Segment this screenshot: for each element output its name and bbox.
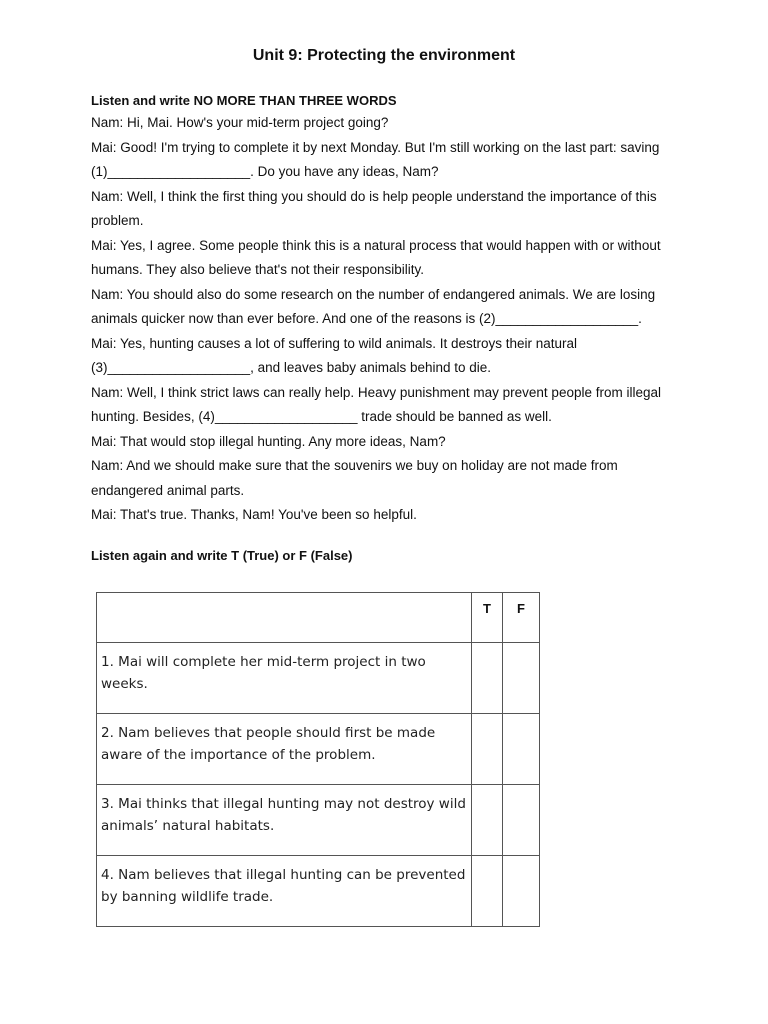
dialogue-line: Mai: That's true. Thanks, Nam! You've been so helpful.	[91, 507, 417, 522]
false-answer-cell[interactable]	[503, 785, 540, 856]
dialogue-line: Nam: Hi, Mai. How's your mid-term project going?	[91, 115, 389, 130]
statement-cell: 2. Nam believes that people should first be made aware of the importance of the problem.	[97, 714, 472, 785]
table-header-row	[97, 593, 540, 643]
table-header-true: T	[472, 593, 503, 643]
dialogue-line: Nam: Well, I think the first thing you should do is help people understand the importance of this	[91, 188, 657, 204]
section-heading-listen-write: Listen and write NO MORE THAN THREE WORDS	[91, 93, 397, 108]
dialogue-line: Mai: Yes, I agree. Some people think this is a natural process that would happen with or without	[91, 237, 661, 253]
true-false-table	[96, 592, 540, 927]
false-answer-cell[interactable]	[503, 856, 540, 927]
true-answer-cell[interactable]	[472, 714, 503, 785]
statement-cell: 3. Mai thinks that illegal hunting may not destroy wild animals’ natural habitats.	[97, 785, 472, 856]
table-header-statement-cell	[97, 593, 472, 643]
dialogue-line: Nam: And we should make sure that the souvenirs we buy on holiday are not made from	[91, 458, 618, 473]
dialogue-line: Nam: You should also do some research on the number of endangered animals. We are losing	[91, 286, 656, 302]
dialogue-line: animals quicker now than ever before. And one of the reasons is (2)___________________.	[91, 311, 642, 326]
dialogue-line: Mai: That would stop illegal hunting. Any more ideas, Nam?	[91, 433, 446, 449]
true-answer-cell[interactable]	[472, 643, 503, 714]
page-title: Unit 9: Protecting the environment	[252, 47, 516, 64]
table-row	[97, 856, 540, 927]
table-row	[97, 643, 540, 714]
dialogue-line: (1)___________________. Do you have any ideas, Nam?	[91, 164, 439, 179]
dialogue-line: humans. They also believe that's not their responsibility.	[91, 262, 425, 277]
false-answer-cell[interactable]	[503, 714, 540, 785]
dialogue-text	[91, 111, 691, 528]
dialogue-line: problem.	[91, 213, 144, 228]
dialogue-line: hunting. Besides, (4)___________________ trade should be banned as well.	[91, 409, 552, 424]
dialogue-line: (3)___________________, and leaves baby animals behind to die.	[91, 360, 492, 375]
table-row	[97, 714, 540, 785]
dialogue-line: endangered animal parts.	[91, 482, 245, 498]
false-answer-cell[interactable]	[503, 643, 540, 714]
dialogue-line: Mai: Good! I'm trying to complete it by next Monday. But I'm still working on the last part: saving	[91, 139, 660, 155]
section-heading-true-false: Listen again and write T (True) or F (False)	[91, 548, 353, 563]
true-answer-cell[interactable]	[472, 785, 503, 856]
table-row	[97, 785, 540, 856]
dialogue-line: Mai: Yes, hunting causes a lot of suffering to wild animals. It destroys their natural	[91, 335, 578, 351]
statement-cell: 4. Nam believes that illegal hunting can be prevented by banning wildlife trade.	[97, 856, 472, 927]
statement-cell: 1. Mai will complete her mid-term project in two weeks.	[97, 643, 472, 714]
true-answer-cell[interactable]	[472, 856, 503, 927]
dialogue-line: Nam: Well, I think strict laws can really help. Heavy punishment may prevent people from illegal	[91, 384, 661, 400]
table-header-false: F	[503, 593, 540, 643]
